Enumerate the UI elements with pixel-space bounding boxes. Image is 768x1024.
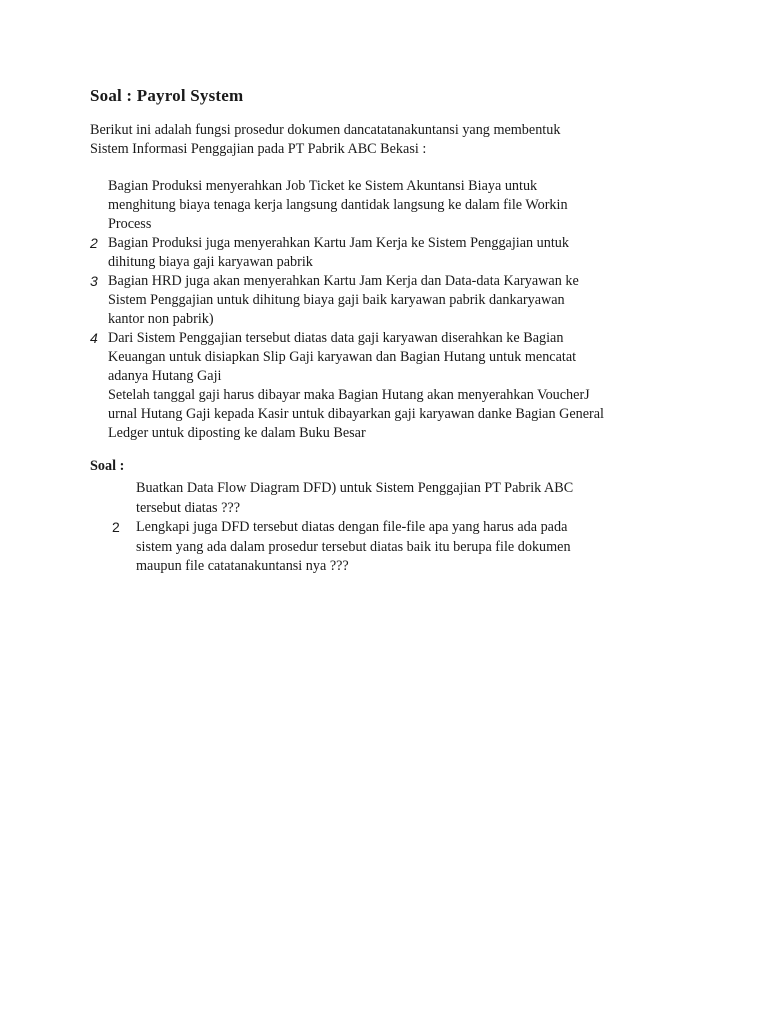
item-line: Ledger untuk diposting ke dalam Buku Besar xyxy=(108,425,366,441)
question-item xyxy=(112,479,672,518)
item-line: Process xyxy=(108,216,152,232)
item-line: Setelah tanggal gaji harus dibayar maka Bagian Hutang akan menyerahkan VoucherJ xyxy=(108,387,590,403)
procedure-list xyxy=(90,177,690,443)
question-number: 2 xyxy=(112,519,120,535)
item-line: Keuangan untuk disiapkan Slip Gaji karyawan dan Bagian Hutang untuk mencatat xyxy=(108,349,577,365)
question-line: Buatkan Data Flow Diagram DFD) untuk Sistem Penggajian PT Pabrik ABC xyxy=(136,480,574,496)
procedure-item xyxy=(90,234,690,272)
question-line: sistem yang ada dalam prosedur tersebut diatas baik itu berupa file dokumen xyxy=(136,538,571,555)
question-line: Lengkapi juga DFD tersebut diatas dengan file-file apa yang harus ada pada xyxy=(136,519,568,535)
page-title: Soal : Payrol System xyxy=(90,86,244,105)
item-number: 3 xyxy=(90,273,98,289)
item-line: urnal Hutang Gaji kepada Kasir untuk dibayarkan gaji karyawan danke Bagian General xyxy=(108,406,604,422)
item-line: menghitung biaya tenaga kerja langsung dantidak langsung ke dalam file Workin xyxy=(108,197,568,213)
question-line: maupun file catatanakuntansi nya ??? xyxy=(136,558,349,574)
intro-line: Berikut ini adalah fungsi prosedur dokumen dancatatanakuntansi yang membentuk xyxy=(90,122,561,138)
question-list xyxy=(112,479,672,577)
item-number: 4 xyxy=(90,330,98,346)
procedure-item xyxy=(90,329,690,386)
soal-heading: Soal : xyxy=(90,458,125,474)
item-line: Sistem Penggajian untuk dihitung biaya gaji baik karyawan pabrik dankaryawan xyxy=(108,292,565,308)
item-number: 2 xyxy=(90,235,98,251)
item-line: dihitung biaya gaji karyawan pabrik xyxy=(108,254,313,270)
question-line: tersebut diatas ??? xyxy=(136,499,240,516)
intro-line: Sistem Informasi Penggajian pada PT Pabrik ABC Bekasi : xyxy=(90,141,427,157)
item-line: adanya Hutang Gaji xyxy=(108,368,222,384)
procedure-item xyxy=(90,386,690,443)
item-line: Bagian HRD juga akan menyerahkan Kartu Jam Kerja dan Data-data Karyawan ke xyxy=(108,273,579,289)
item-line: Bagian Produksi menyerahkan Job Ticket ke Sistem Akuntansi Biaya untuk xyxy=(108,178,538,194)
item-line: Dari Sistem Penggajian tersebut diatas data gaji karyawan diserahkan ke Bagian xyxy=(108,330,564,346)
procedure-item xyxy=(90,177,690,234)
item-line: kantor non pabrik) xyxy=(108,311,214,327)
procedure-item xyxy=(90,272,690,329)
question-item xyxy=(112,518,672,577)
item-line: Bagian Produksi juga menyerahkan Kartu Jam Kerja ke Sistem Penggajian untuk xyxy=(108,235,569,251)
intro-paragraph xyxy=(90,121,670,159)
